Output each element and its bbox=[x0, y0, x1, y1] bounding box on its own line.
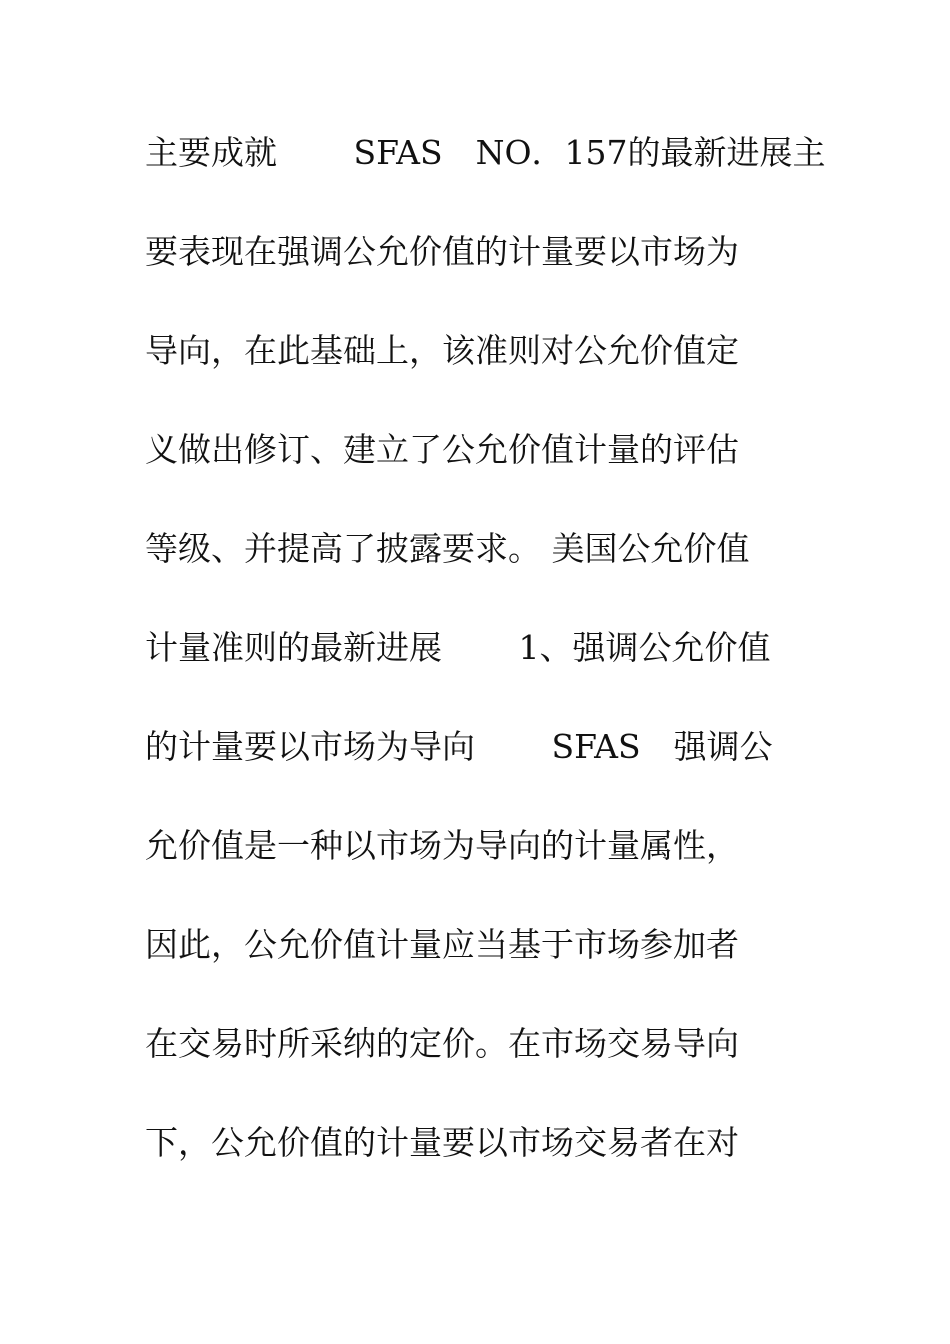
text-line: 导向，在此基础上，该准则对公允价值定 bbox=[145, 331, 739, 370]
text-line: 下，公允价值的计量要以市场交易者在对 bbox=[145, 1123, 739, 1162]
text-line: 等级、并提高了披露要求。 美国公允价值 bbox=[145, 529, 750, 568]
text-line: 在交易时所采纳的定价。在市场交易导向 bbox=[145, 1024, 739, 1063]
text-line: 义做出修订、建立了公允价值计量的评估 bbox=[145, 430, 739, 469]
text-line: 允价值是一种以市场为导向的计量属性， bbox=[145, 826, 739, 865]
text-line: 主要成就 SFAS NO．157的最新进展主 bbox=[145, 133, 826, 172]
text-line: 计量准则的最新进展 1、强调公允价值 bbox=[145, 628, 771, 667]
text-line: 因此，公允价值计量应当基于市场参加者 bbox=[145, 925, 739, 964]
text-line: 的计量要以市场为导向 SFAS 强调公 bbox=[145, 727, 773, 766]
body-text bbox=[145, 123, 825, 1212]
text-line: 要表现在强调公允价值的计量要以市场为 bbox=[145, 232, 739, 271]
